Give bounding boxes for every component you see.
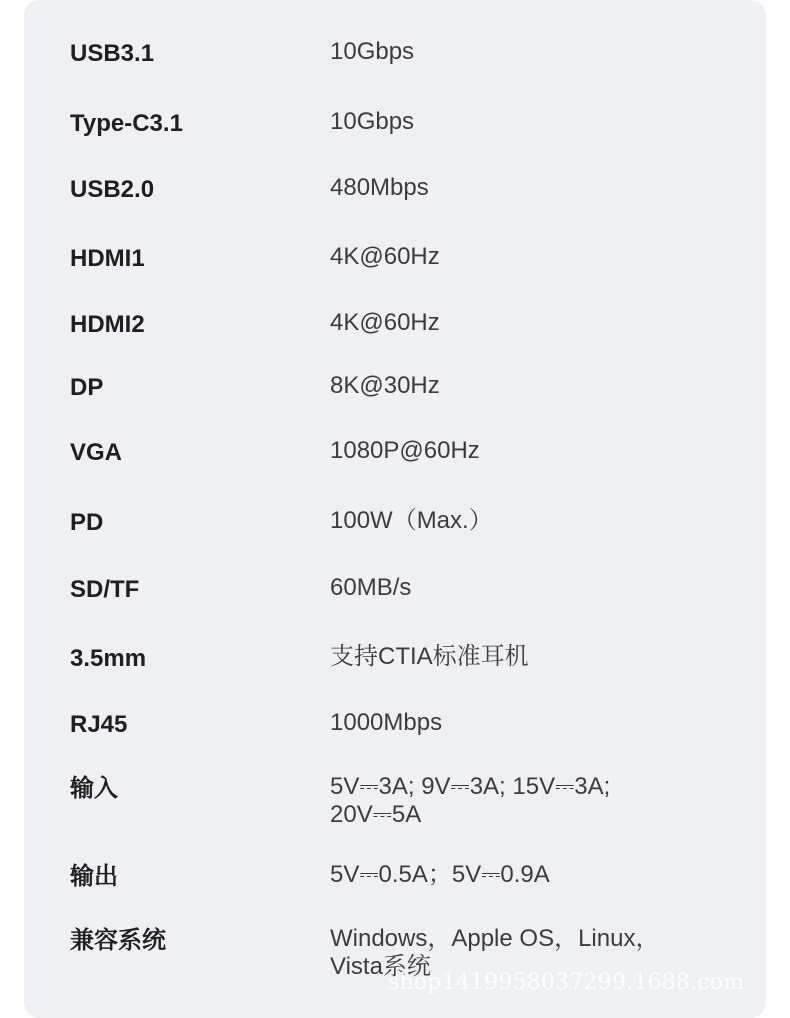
spec-label: 输入 [70, 775, 118, 802]
spec-value: 5V⎓0.5A；5V⎓0.9A [330, 861, 550, 888]
spec-label: Type-C3.1 [70, 110, 183, 137]
spec-value: 4K@60Hz [330, 243, 440, 270]
spec-value: 60MB/s [330, 574, 412, 601]
spec-label: RJ45 [70, 711, 128, 738]
spec-value [330, 773, 730, 829]
spec-label: USB3.1 [70, 40, 155, 67]
spec-value-line: 20V⎓5A [330, 801, 422, 828]
spec-label: PD [70, 509, 104, 536]
spec-card [24, 0, 766, 1018]
spec-value-line: Vista系统 [330, 953, 431, 980]
spec-label: HDMI1 [70, 245, 145, 272]
spec-label: 输出 [70, 863, 118, 890]
spec-label: DP [70, 374, 104, 401]
spec-value: 10Gbps [330, 38, 415, 65]
spec-value: 8K@30Hz [330, 372, 440, 399]
spec-value: 10Gbps [330, 108, 415, 135]
spec-value: 4K@60Hz [330, 309, 440, 336]
spec-label: VGA [70, 439, 123, 466]
spec-value: 支持CTIA标准耳机 [330, 643, 529, 670]
spec-value-line: 5V⎓3A; 9V⎓3A; 15V⎓3A; [330, 773, 611, 800]
spec-value: 1080P@60Hz [330, 437, 480, 464]
spec-label: USB2.0 [70, 176, 155, 203]
spec-value-line: Windows，Apple OS，Linux， [330, 925, 660, 952]
spec-label: SD/TF [70, 576, 140, 603]
spec-label: 兼容系统 [70, 927, 166, 954]
spec-value: 1000Mbps [330, 709, 443, 736]
spec-label: HDMI2 [70, 311, 145, 338]
spec-value: 480Mbps [330, 174, 429, 201]
spec-label: 3.5mm [70, 645, 147, 672]
spec-value: 100W（Max.） [330, 507, 493, 534]
shop-watermark: shop1419958037299.1688.com [388, 970, 745, 995]
